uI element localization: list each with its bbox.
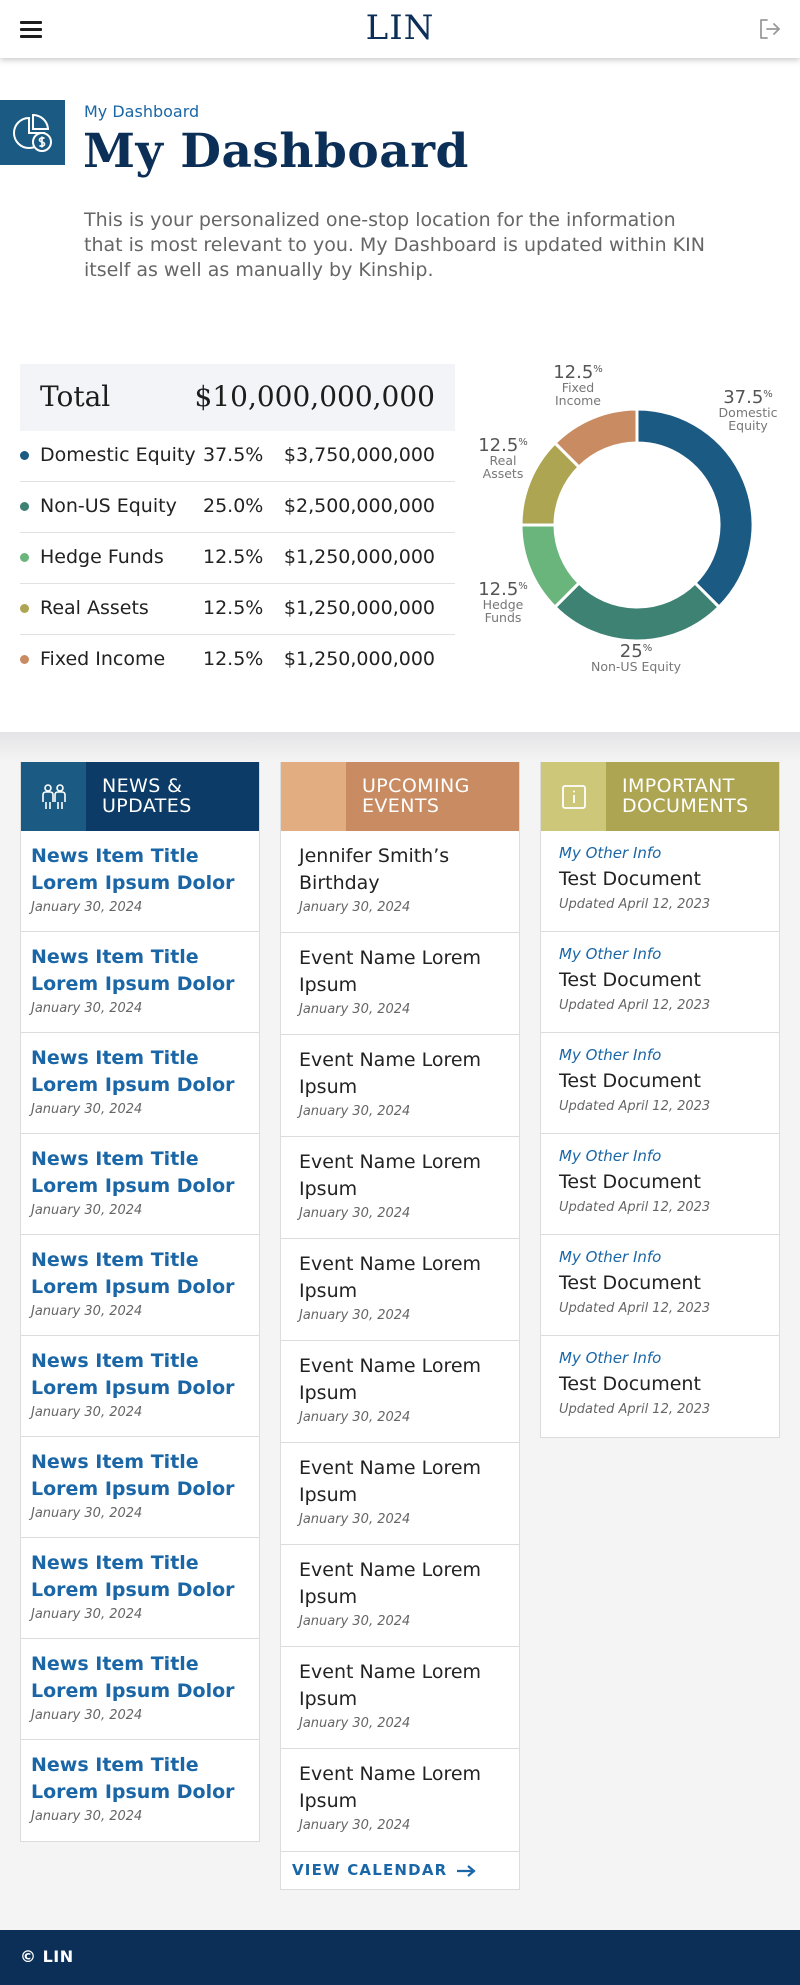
- event-item-date: January 30, 2024: [299, 1410, 411, 1425]
- news-item-date: January 30, 2024: [31, 1708, 143, 1723]
- event-item-date: January 30, 2024: [299, 1104, 411, 1119]
- event-item-title[interactable]: Event Name Lorem Ipsum: [299, 1559, 482, 1608]
- document-item[interactable]: [541, 1033, 779, 1134]
- allocation-donut-chart: [460, 355, 800, 700]
- asset-name: Fixed Income: [40, 648, 166, 670]
- event-item-date: January 30, 2024: [299, 1002, 411, 1017]
- document-category: My Other Info: [559, 1248, 662, 1266]
- document-item[interactable]: [541, 932, 779, 1033]
- document-updated: Updated April 12, 2023: [559, 1301, 711, 1316]
- documents-title-line-2: DOCUMENTS: [622, 795, 749, 817]
- events-title-line-2: EVENTS: [362, 795, 440, 817]
- event-item[interactable]: [281, 831, 519, 933]
- event-item[interactable]: [281, 1137, 519, 1239]
- event-item-date: January 30, 2024: [299, 1308, 411, 1323]
- document-updated: Updated April 12, 2023: [559, 1402, 711, 1417]
- news-item-title[interactable]: News Item Title Lorem Ipsum Dolor: [31, 845, 235, 894]
- donut-label-name: Assets: [482, 466, 524, 481]
- people-icon: [21, 762, 86, 831]
- document-updated: Updated April 12, 2023: [559, 998, 711, 1013]
- event-item-title[interactable]: Event Name Lorem Ipsum: [299, 1661, 482, 1710]
- asset-amount: $1,250,000,000: [283, 597, 435, 619]
- documents-list: [541, 831, 779, 1437]
- info-icon: [541, 762, 606, 831]
- news-card-title: [86, 762, 192, 831]
- news-item-date: January 30, 2024: [31, 1809, 143, 1824]
- document-title[interactable]: Test Document: [559, 1171, 701, 1193]
- legend-dot: [20, 502, 29, 511]
- donut-label-name: Income: [555, 393, 601, 408]
- allocation-row: [20, 482, 455, 533]
- asset-percent: 37.5%: [203, 444, 264, 466]
- news-item-title[interactable]: News Item Title Lorem Ipsum Dolor: [31, 1653, 235, 1702]
- news-item-title[interactable]: News Item Title Lorem Ipsum Dolor: [31, 1148, 235, 1197]
- event-item-title[interactable]: Event Name Lorem Ipsum: [299, 1457, 482, 1506]
- event-item-date: January 30, 2024: [299, 1206, 411, 1221]
- news-item-title[interactable]: News Item Title Lorem Ipsum Dolor: [31, 946, 235, 995]
- events-list: [281, 831, 519, 1851]
- page-description: This is your personalized one-stop location for the information that is most relevant to you. My Dashboard is updated within KIN itself as well as manually by Kinship.: [84, 209, 705, 281]
- calendar-icon: [281, 762, 346, 831]
- top-bar: [0, 0, 800, 58]
- event-item[interactable]: [281, 1341, 519, 1443]
- news-list: [21, 831, 259, 1841]
- news-item-title[interactable]: News Item Title Lorem Ipsum Dolor: [31, 1552, 235, 1601]
- document-category: My Other Info: [559, 1349, 662, 1367]
- donut-label-name: Funds: [484, 610, 522, 625]
- event-item-title[interactable]: Event Name Lorem Ipsum: [299, 1151, 482, 1200]
- news-item-title[interactable]: News Item Title Lorem Ipsum Dolor: [31, 1047, 235, 1096]
- news-item-date: January 30, 2024: [31, 1304, 143, 1319]
- document-category: My Other Info: [559, 844, 662, 862]
- news-item[interactable]: [21, 1235, 259, 1336]
- event-item-date: January 30, 2024: [299, 1512, 411, 1527]
- donut-label-name: Fixed: [561, 380, 595, 395]
- event-item-date: January 30, 2024: [299, 900, 411, 915]
- legend-dot: [20, 604, 29, 613]
- event-item-title[interactable]: Event Name Lorem Ipsum: [299, 1049, 482, 1098]
- document-item[interactable]: [541, 1235, 779, 1336]
- brand-logo[interactable]: LIN: [365, 8, 435, 48]
- news-item-title[interactable]: News Item Title Lorem Ipsum Dolor: [31, 1754, 235, 1803]
- news-item-date: January 30, 2024: [31, 1001, 143, 1016]
- event-item[interactable]: [281, 1545, 519, 1647]
- document-title[interactable]: Test Document: [559, 969, 701, 991]
- news-item-date: January 30, 2024: [31, 1506, 143, 1521]
- document-updated: Updated April 12, 2023: [559, 897, 711, 912]
- documents-card: [540, 762, 780, 1438]
- breadcrumb[interactable]: My Dashboard: [84, 102, 200, 121]
- news-item-date: January 30, 2024: [31, 1405, 143, 1420]
- event-item-date: January 30, 2024: [299, 1716, 411, 1731]
- allocation-row: [20, 533, 455, 584]
- asset-percent: 12.5%: [203, 648, 264, 670]
- news-item-date: January 30, 2024: [31, 1607, 143, 1622]
- asset-percent: 12.5%: [203, 546, 264, 568]
- news-card: [20, 762, 260, 1842]
- documents-title-line-1: IMPORTANT: [622, 775, 735, 797]
- document-title[interactable]: Test Document: [559, 1070, 701, 1092]
- asset-name: Non-US Equity: [40, 495, 177, 517]
- total-value: $10,000,000,000: [194, 380, 435, 413]
- asset-percent: 12.5%: [203, 597, 264, 619]
- document-title[interactable]: Test Document: [559, 1272, 701, 1294]
- news-item[interactable]: [21, 1538, 259, 1639]
- donut-label-name: Real: [489, 453, 517, 468]
- donut-label-percent: 12.5%: [478, 579, 528, 600]
- donut-label-name: Hedge: [482, 597, 524, 612]
- asset-name: Real Assets: [40, 597, 149, 619]
- document-updated: Updated April 12, 2023: [559, 1099, 711, 1114]
- news-item[interactable]: [21, 1033, 259, 1134]
- document-title[interactable]: Test Document: [559, 1373, 701, 1395]
- donut-slice-domestic-equity[interactable]: [637, 409, 753, 607]
- news-item-date: January 30, 2024: [31, 900, 143, 915]
- news-card-header: [21, 762, 259, 831]
- donut-label-percent: 37.5%: [723, 387, 773, 408]
- event-item[interactable]: [281, 1035, 519, 1137]
- view-calendar-link[interactable]: [281, 1851, 519, 1889]
- event-item-title[interactable]: Event Name Lorem Ipsum: [299, 947, 482, 996]
- news-item[interactable]: [21, 1740, 259, 1841]
- donut-label-name: Equity: [728, 418, 768, 433]
- news-item[interactable]: [21, 1134, 259, 1235]
- document-category: My Other Info: [559, 945, 662, 963]
- total-label: Total: [40, 380, 111, 413]
- news-item-title[interactable]: News Item Title Lorem Ipsum Dolor: [31, 1249, 235, 1298]
- event-item-title[interactable]: Jennifer Smith’s Birthday: [299, 845, 450, 894]
- news-item[interactable]: [21, 1336, 259, 1437]
- documents-card-header: [541, 762, 779, 831]
- logout-icon[interactable]: [758, 18, 782, 40]
- donut-label-percent: 12.5%: [478, 435, 528, 456]
- asset-amount: $3,750,000,000: [283, 444, 435, 466]
- news-item-title[interactable]: News Item Title Lorem Ipsum Dolor: [31, 1350, 235, 1399]
- legend-dot: [20, 451, 29, 460]
- news-item[interactable]: [21, 831, 259, 932]
- event-item[interactable]: [281, 1647, 519, 1749]
- footer-copyright: © LIN: [20, 1947, 74, 1966]
- documents-card-title: [606, 762, 749, 831]
- document-item[interactable]: [541, 1336, 779, 1437]
- news-item[interactable]: [21, 1639, 259, 1740]
- allocation-row: [20, 431, 455, 482]
- asset-amount: $2,500,000,000: [283, 495, 435, 517]
- event-item-date: January 30, 2024: [299, 1818, 411, 1833]
- allocation-row: [20, 635, 455, 686]
- document-title[interactable]: Test Document: [559, 868, 701, 890]
- donut-label-name: Non-US Equity: [590, 659, 682, 674]
- event-item[interactable]: [281, 1239, 519, 1341]
- asset-amount: $1,250,000,000: [283, 648, 435, 670]
- events-card: [280, 762, 520, 1890]
- donut-label-percent: 25%: [619, 641, 653, 662]
- event-item-date: January 30, 2024: [299, 1614, 411, 1629]
- news-item-title[interactable]: News Item Title Lorem Ipsum Dolor: [31, 1451, 235, 1500]
- document-category: My Other Info: [559, 1046, 662, 1064]
- event-item[interactable]: [281, 1443, 519, 1545]
- event-item-title[interactable]: Event Name Lorem Ipsum: [299, 1253, 482, 1302]
- asset-amount: $1,250,000,000: [283, 546, 435, 568]
- news-title-line-2: UPDATES: [102, 795, 192, 817]
- allocation-row: [20, 584, 455, 635]
- asset-name: Hedge Funds: [40, 546, 164, 568]
- news-item[interactable]: [21, 932, 259, 1033]
- events-title-line-1: UPCOMING: [362, 775, 470, 797]
- news-item-date: January 30, 2024: [31, 1203, 143, 1218]
- asset-name: Domestic Equity: [40, 444, 196, 466]
- document-item[interactable]: [541, 1134, 779, 1235]
- asset-percent: 25.0%: [203, 495, 264, 517]
- dashboard-cards: [0, 732, 800, 1930]
- news-item-date: January 30, 2024: [31, 1102, 143, 1117]
- view-calendar-label[interactable]: VIEW CALENDAR: [292, 1861, 448, 1879]
- event-item-title[interactable]: Event Name Lorem Ipsum: [299, 1355, 482, 1404]
- legend-dot: [20, 553, 29, 562]
- event-item[interactable]: [281, 1749, 519, 1851]
- allocation-total-row: [20, 364, 455, 431]
- events-card-title: [346, 762, 470, 831]
- arrow-right-icon: [456, 1865, 476, 1877]
- document-updated: Updated April 12, 2023: [559, 1200, 711, 1215]
- news-item[interactable]: [21, 1437, 259, 1538]
- events-card-header: [281, 762, 519, 831]
- donut-slice-non-us-equity[interactable]: [555, 583, 719, 641]
- news-title-line-1: NEWS &: [102, 775, 183, 797]
- event-item[interactable]: [281, 933, 519, 1035]
- page-title: My Dashboard: [83, 124, 469, 179]
- footer: [0, 1930, 800, 1985]
- legend-dot: [20, 655, 29, 664]
- event-item-title[interactable]: Event Name Lorem Ipsum: [299, 1763, 482, 1812]
- document-category: My Other Info: [559, 1147, 662, 1165]
- donut-label-percent: 12.5%: [553, 362, 603, 383]
- document-item[interactable]: [541, 831, 779, 932]
- donut-label-name: Domestic: [718, 405, 778, 420]
- pie-chart-dollar-icon: [0, 100, 65, 165]
